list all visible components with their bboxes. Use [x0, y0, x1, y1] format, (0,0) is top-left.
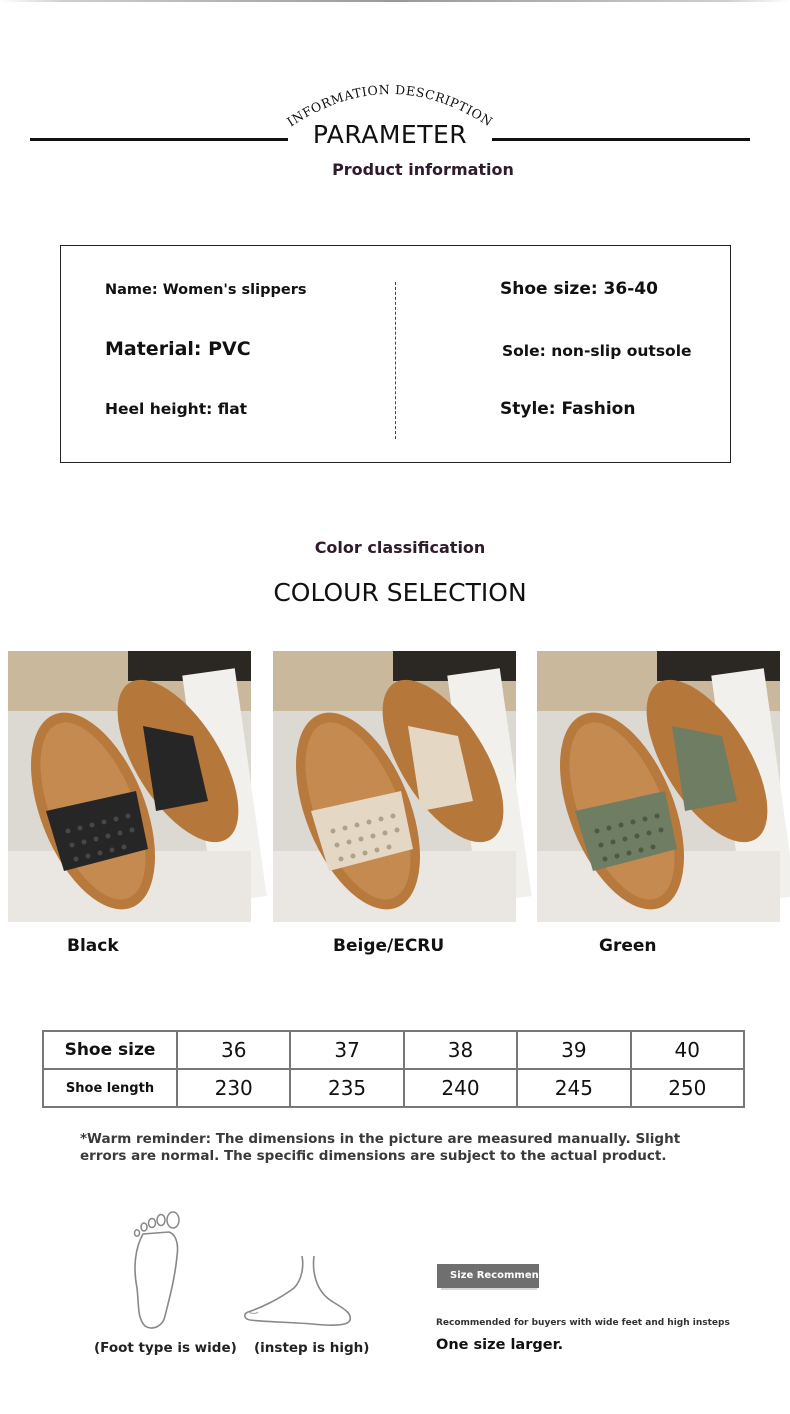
colour-selection-title: COLOUR SELECTION [273, 578, 527, 607]
wide-foot-icon [125, 1208, 187, 1330]
color-label-green: Green [599, 936, 657, 956]
slipper-image [273, 651, 516, 922]
recommendation-text: Recommended for buyers with wide feet and high insteps [436, 1318, 730, 1328]
table-row [43, 1031, 744, 1069]
high-instep-icon [242, 1254, 357, 1328]
product-photo-green [537, 651, 780, 922]
one-size-larger-text: One size larger. [436, 1337, 564, 1353]
slipper-image [537, 651, 780, 922]
length-cell: 245 [517, 1069, 630, 1107]
length-cell: 250 [631, 1069, 744, 1107]
info-heel-height: Heel height: flat [105, 400, 248, 418]
info-style: Style: Fashion [500, 399, 636, 419]
size-table [42, 1030, 745, 1108]
top-divider-line [0, 0, 790, 2]
length-cell: 240 [404, 1069, 517, 1107]
size-cell: 38 [404, 1031, 517, 1069]
size-cell: 36 [177, 1031, 290, 1069]
slipper-image [8, 651, 251, 922]
size-cell: 40 [631, 1031, 744, 1069]
foot-type-wide-caption: (Foot type is wide) [94, 1340, 237, 1356]
info-sole: Sole: non-slip outsole [502, 342, 692, 360]
row-header-shoe-size: Shoe size [43, 1031, 177, 1069]
parameter-title: PARAMETER [312, 120, 468, 149]
length-cell: 230 [177, 1069, 290, 1107]
product-photo-beige [273, 651, 516, 922]
product-information-subtitle: Product information [332, 160, 514, 179]
arc-text: INFORMATION DESCRIPTION [284, 81, 496, 130]
size-cell: 39 [517, 1031, 630, 1069]
product-photo-black [8, 651, 251, 922]
info-name: Name: Women's slippers [105, 282, 307, 298]
badge-shadow [441, 1288, 537, 1290]
header-rule-right [492, 138, 750, 141]
table-row [43, 1069, 744, 1107]
info-divider [395, 282, 396, 439]
instep-high-caption: (instep is high) [254, 1340, 370, 1356]
info-shoe-size: Shoe size: 36-40 [500, 279, 658, 299]
color-classification-subtitle: Color classification [314, 538, 486, 557]
header-rule-left [30, 138, 288, 141]
size-cell: 37 [290, 1031, 403, 1069]
row-header-shoe-length: Shoe length [43, 1069, 177, 1107]
size-recommendation-badge: Size Recommendation [437, 1264, 539, 1288]
color-label-beige: Beige/ECRU [333, 936, 445, 956]
warm-reminder-text: *Warm reminder: The dimensions in the picture are measured manually. Slight errors are normal. The specific dimensions are subject to the actual product. [80, 1131, 681, 1164]
color-label-black: Black [67, 936, 119, 956]
length-cell: 235 [290, 1069, 403, 1107]
info-material: Material: PVC [105, 338, 251, 360]
